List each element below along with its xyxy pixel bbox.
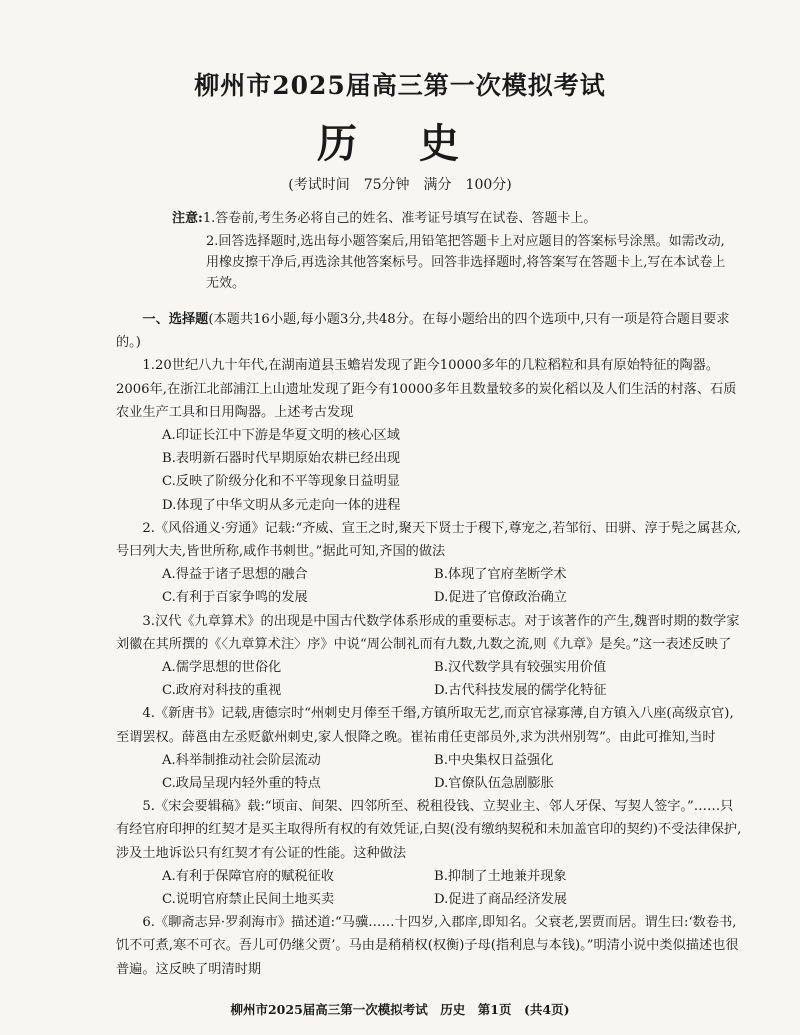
question-1-option-c: C.反映了阶级分化和不平等现象日益明显 bbox=[162, 474, 400, 490]
question-5-stem: 5.《宋会要辑稿》载:“顷亩、间架、四邻所至、税租役钱、立契业主、邻人牙保、写契人签字。”……只有经官府印押的红契才是买主取得所有权的有效凭证,白契(没有缴纳契税和未加盖官印的契约)不受法律保护,涉及土地诉讼只有红契才有公证的性能。这种做法 bbox=[116, 799, 742, 861]
question-4-option-a: A.科举制推动社会阶层流动 bbox=[162, 752, 321, 768]
questions-area bbox=[116, 308, 746, 981]
notice-item-2: 2.回答选择题时,选出每小题答案后,用铅笔把答题卡上对应题目的答案标号涂黑。如需改动,用橡皮擦干净后,再选涂其他答案标号。回答非选择题时,将答案写在答题卡上,写在本试卷上无效。 bbox=[206, 234, 726, 291]
notice-label: 注意: bbox=[172, 211, 203, 226]
question-3-option-d: D.古代科技发展的儒学化特征 bbox=[434, 683, 607, 699]
notice-block bbox=[172, 208, 732, 294]
subject-title: 历 史 bbox=[317, 120, 483, 167]
question-5-options-row-1 bbox=[116, 865, 746, 888]
question-2-options-row-1 bbox=[116, 563, 746, 586]
page-footer: 柳州市2025届高三第一次模拟考试 历史 第1页 (共4页) bbox=[230, 1002, 570, 1017]
question-2-option-b: B.体现了官府垄断学术 bbox=[434, 567, 567, 583]
question-5-options-row-2 bbox=[116, 888, 746, 911]
question-4-option-c: C.政局呈现内轻外重的特点 bbox=[162, 776, 321, 792]
question-1-option-b: B.表明新石器时代早期原始农耕已经出现 bbox=[162, 451, 401, 467]
section-desc: (本题共16小题,每小题3分,共48分。在每小题给出的四个选项中,只有一项是符合题目要求的。) bbox=[116, 312, 730, 351]
question-6-stem: 6.《聊斋志异·罗刹海市》描述道:“马骥……十四岁,入郡庠,即知名。父衰老,罢贾而居。谓生曰:‘数卷书,饥不可煮,寒不可衣。吾儿可仍继父贾’。马由是稍稍权(权衡)子母(指利息与本钱)。”明清小说中类似描述也很普遍。这反映了明清时期 bbox=[116, 915, 739, 977]
question-2-option-d: D.促进了官僚政治确立 bbox=[434, 590, 567, 606]
question-1-option-a: A.印证长江中下游是华夏文明的核心区域 bbox=[162, 428, 400, 444]
question-2-option-a: A.得益于诸子思想的融合 bbox=[162, 567, 308, 583]
question-4-option-d: D.官僚队伍急剧膨胀 bbox=[434, 776, 554, 792]
question-4-options-row-2 bbox=[116, 772, 746, 795]
question-3-stem: 3.汉代《九章算术》的出现是中国古代数学体系形成的重要标志。对于该著作的产生,魏晋时期的数学家刘徽在其所撰的《〈九章算术注〉序》中说“周公制礼而有九数,九数之流,则《九章》是矣。”这一表述反映了 bbox=[116, 613, 740, 652]
question-1-stem: 1.20世纪八九十年代,在湖南道县玉蟾岩发现了距今10000多年的几粒稻粒和具有原始特征的陶器。2006年,在浙江北部浦江上山遗址发现了距今有10000多年且数量较多的炭化稻以及人们生活的村落、石质农业生产工具和日用陶器。上述考古发现 bbox=[116, 358, 737, 420]
question-2-stem: 2.《风俗通义·穷通》记载:“齐威、宣王之时,聚天下贤士于稷下,尊宠之,若邹衍、田骈、淳于髡之属甚众,号曰列大夫,皆世所称,咸作书刺世。”据此可知,齐国的做法 bbox=[116, 520, 741, 560]
exam-info: (考试时间 75分钟 满分 100分) bbox=[288, 177, 512, 193]
question-3-options-row-1 bbox=[116, 656, 746, 679]
question-5-option-d: D.促进了商品经济发展 bbox=[434, 892, 567, 908]
exam-title: 柳州市2025届高三第一次模拟考试 bbox=[194, 71, 606, 100]
question-3-option-b: B.汉代数学具有较强实用价值 bbox=[434, 660, 607, 676]
question-4-options-row-1 bbox=[116, 749, 746, 772]
question-4-option-b: B.中央集权日益强化 bbox=[434, 752, 554, 768]
question-4-stem: 4.《新唐书》记载,唐德宗时“州刺史月俸至千缗,方镇所取无艺,而京官禄寡薄,自方镇入八座(高级京官),至谓罢权。薛邕由左丞贬歙州刺史,家人恨降之晚。崔祐甫任吏部员外,求为洪州别驾”。由此可推知,当时 bbox=[116, 706, 734, 745]
question-5-option-c: C.说明官府禁止民间土地买卖 bbox=[162, 892, 335, 908]
question-3-option-c: C.政府对科技的重视 bbox=[162, 683, 282, 699]
question-3-option-a: A.儒学思想的世俗化 bbox=[162, 660, 282, 676]
question-5-option-b: B.抑制了土地兼并现象 bbox=[434, 868, 567, 884]
question-1-option-d: D.体现了中华文明从多元走向一体的进程 bbox=[162, 497, 401, 513]
question-3-options-row-2 bbox=[116, 679, 746, 702]
section-heading bbox=[116, 308, 746, 354]
question-5-option-a: A.有利于保障官府的赋税征收 bbox=[162, 868, 334, 884]
notice-item-1: 1.答卷前,考生务必将自己的姓名、准考证号填写在试卷、答题卡上。 bbox=[202, 211, 597, 226]
question-2-options-row-2 bbox=[116, 586, 746, 609]
section-title: 一、选择题 bbox=[142, 312, 209, 327]
question-2-option-c: C.有利于百家争鸣的发展 bbox=[162, 590, 308, 606]
